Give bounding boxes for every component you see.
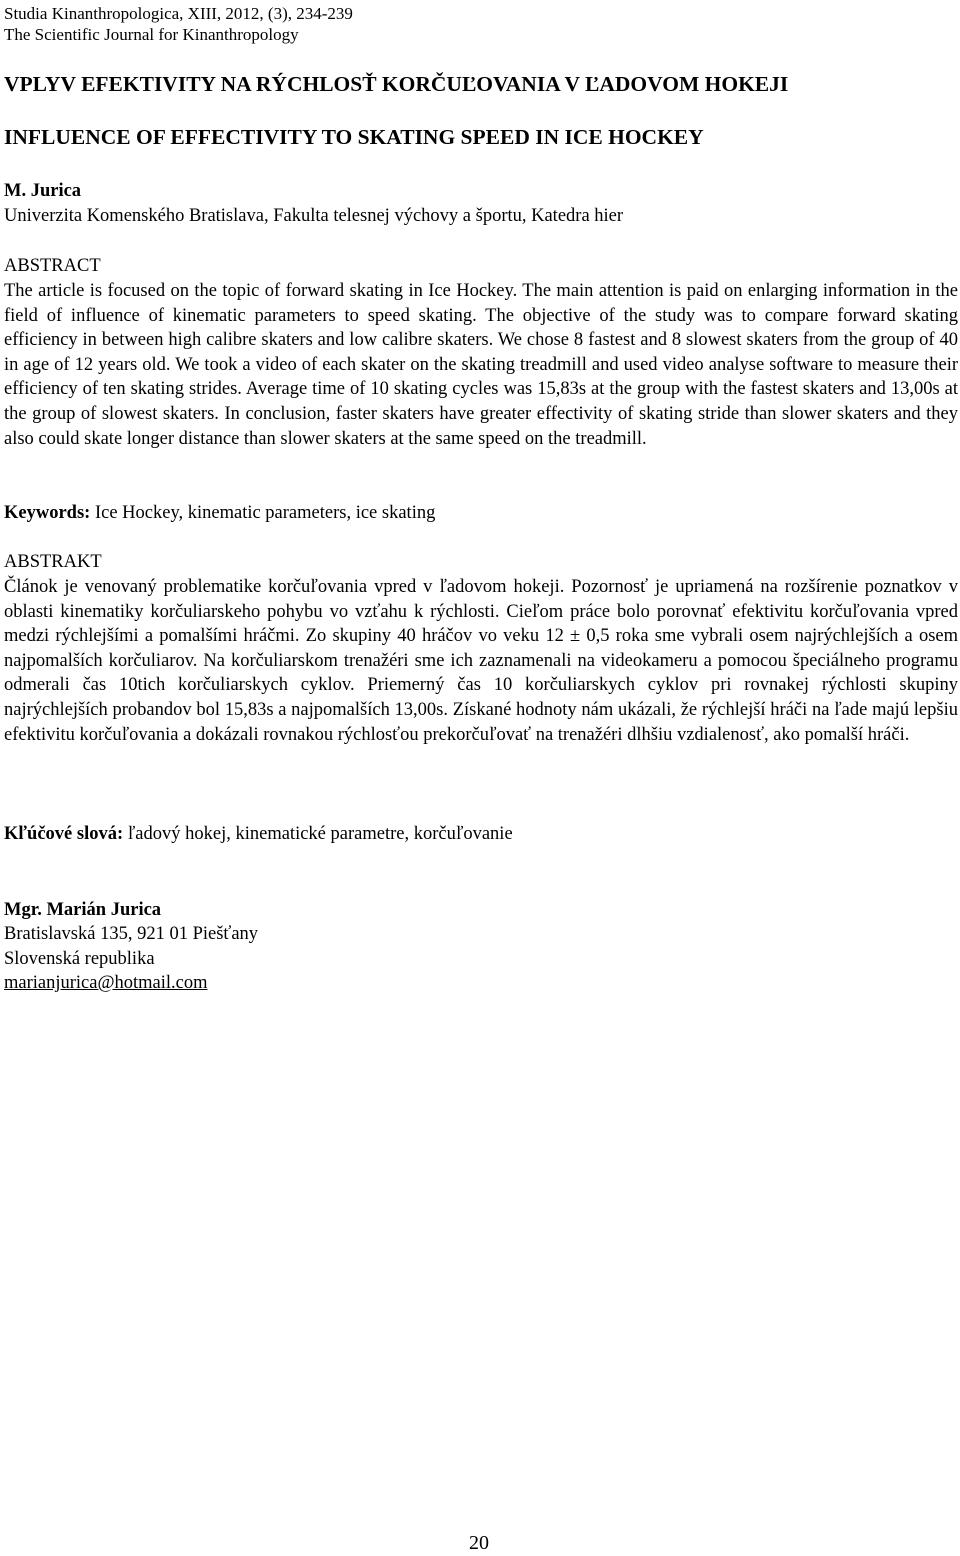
- journal-citation: Studia Kinanthropologica, XIII, 2012, (3), 234-239: [4, 4, 353, 23]
- title-slovak: VPLYV EFEKTIVITY NA RÝCHLOSŤ KORČUĽOVANIA V ĽADOVOM HOKEJI: [4, 72, 789, 96]
- klucove-slova-line: [4, 823, 513, 845]
- journal-name: The Scientific Journal for Kinanthropology: [4, 25, 299, 44]
- author-name: M. Jurica: [4, 181, 82, 201]
- klucove-slova-label: Kľúčové slová:: [4, 824, 124, 844]
- keywords-line: [4, 502, 435, 524]
- author-affiliation: Univerzita Komenského Bratislava, Fakulta telesnej výchovy a športu, Katedra hier: [4, 206, 624, 226]
- abstract-heading: ABSTRACT: [4, 256, 101, 276]
- keywords-value: Ice Hockey, kinematic parameters, ice skating: [90, 503, 436, 523]
- klucove-slova-value: ľadový hokej, kinematické parametre, korčuľovanie: [123, 824, 513, 844]
- contact-name: Mgr. Marián Jurica: [4, 900, 162, 920]
- page-number: 20: [469, 1532, 489, 1554]
- keywords-label: Keywords:: [4, 503, 91, 523]
- abstrakt-heading: ABSTRAKT: [4, 552, 102, 572]
- abstract-text: The article is focused on the topic of forward skating in Ice Hockey. The main attention is paid on enlarging information in the field of influence of kinematic parameters to speed skating. The objective of the study was to compare forward skating efficiency in between high calibre skaters and low calibre skaters. We chose 8 fastest and 8 slowest skaters from the group of 40 in age of 12 years old. We took a video of each skater on the skating treadmill and used video analyse software to measure their efficiency of ten skating strides. Average time of 10 skating cycles was 15,83s at the group with the fastest skaters and 13,00s at the group of slowest skaters. In conclusion, faster skaters have greater effectivity of skating stride than slower skaters and they also could skate longer distance than slower skaters at the same speed on the treadmill.: [4, 281, 958, 449]
- abstrakt-text: Článok je venovaný problematike korčuľovania vpred v ľadovom hokeji. Pozornosť je upriamená na rozšírenie poznatkov v oblasti kinematiky korčuliarskeho pohybu vo vzťahu k rýchlosti. Cieľom práce bolo porovnať efektivitu korčuľovania vpred medzi rýchlejšími a pomalšími hráčmi. Zo skupiny 40 hráčov vo veku 12 ± 0,5 roka sme vybrali osem najrýchlejších a osem najpomalších korčuliarov. Na korčuliarskom trenažéri sme ich zaznamenali na videokameru a pomocou špeciálneho programu odmerali čas 10tich korčuliarskych cyklov. Priemerný čas 10 korčuliarskych cyklov pri rovnakej rýchlosti skupiny najrýchlejších probandov bol 15,83s a najpomalších 13,00s. Získané hodnoty nám ukázali, že rýchlejší hráči na ľade majú lepšiu efektivitu korčuľovania a dokázali rovnakou rýchlosťou prekorčuľovať na trenažéri dlhšiu vzdialenosť, ako pomalší hráči.: [4, 577, 958, 745]
- contact-country: Slovenská republika: [4, 949, 155, 969]
- title-english: INFLUENCE OF EFFECTIVITY TO SKATING SPEED IN ICE HOCKEY: [4, 125, 704, 149]
- contact-email-link[interactable]: marianjurica@hotmail.com: [4, 973, 208, 993]
- contact-address: Bratislavská 135, 921 01 Piešťany: [4, 924, 259, 944]
